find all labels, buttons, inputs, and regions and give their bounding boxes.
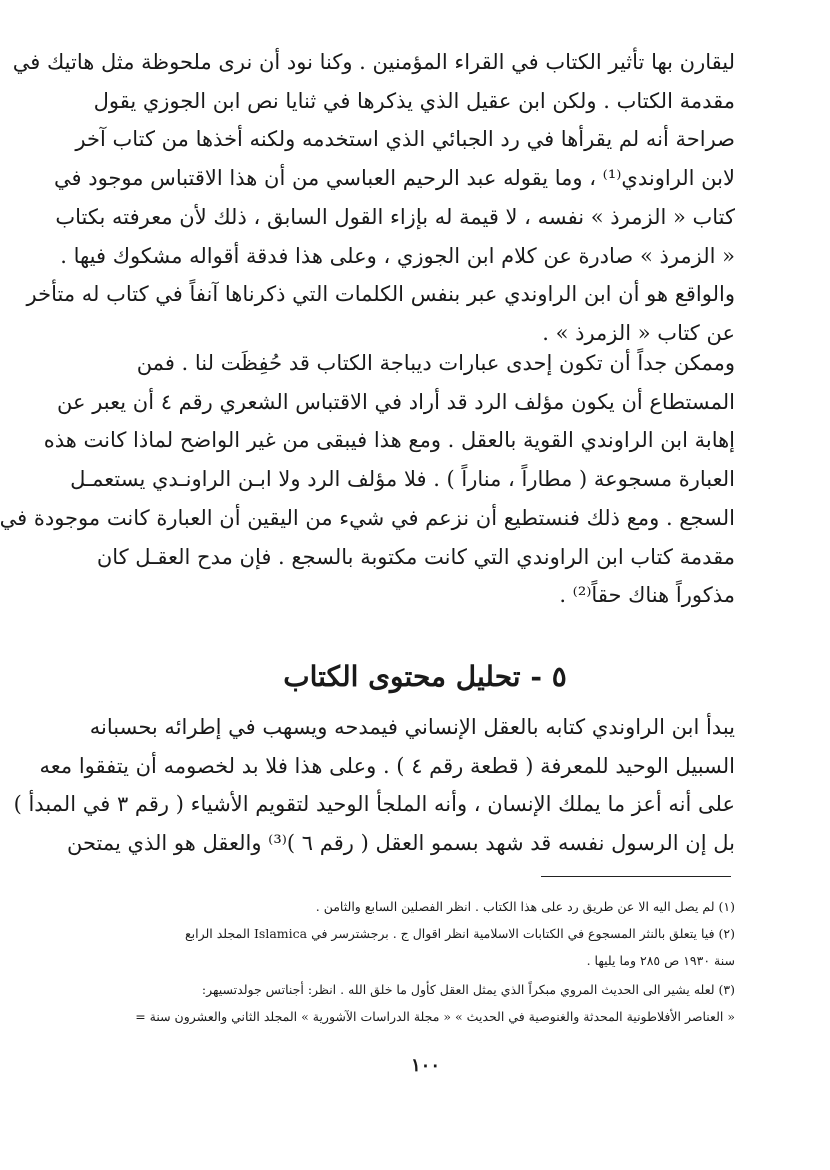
page-number: ١٠٠ bbox=[410, 1055, 440, 1076]
text-line: على أنه أعز ما يملك الإنسان ، وأنه الملجأ الوحيد لتقويم الأشياء ( رقم ٣ في المبدأ ) bbox=[13, 792, 735, 817]
footnote-1: (١) لم يصل اليه الا عن طريق رد على هذا الكتاب . انظر الفصلين السابع والثامن . bbox=[315, 899, 735, 914]
section-heading: ٥ - تحليل محتوى الكتاب bbox=[283, 660, 567, 693]
paragraph-3 bbox=[13, 708, 735, 863]
text-line: المستطاع أن يكون مؤلف الرد قد أراد في الاقتباس الشعري رقم ٤ أن يعبر عن bbox=[57, 389, 735, 414]
text-line: لابن الراوندي⁽¹⁾ ، وما يقوله عبد الرحيم العباسي من أن هذا الاقتباس موجود في bbox=[54, 166, 735, 191]
text-line: وممكن جداً أن تكون إحدى عبارات ديباجة الكتاب قد حُفِظَت لنا . فمن bbox=[136, 351, 735, 375]
paragraph-2 bbox=[0, 344, 735, 615]
footnote-divider bbox=[541, 876, 731, 877]
text-line: مقدمة الكتاب . ولكن ابن عقيل الذي يذكرها في ثنايا نص ابن الجوزي يقول bbox=[93, 88, 735, 113]
text-line: « الزمرذ » صادرة عن كلام ابن الجوزي ، وعلى هذا فدقة أقواله مشكوك فيها . bbox=[60, 243, 735, 268]
text-line: مقدمة كتاب ابن الراوندي التي كانت مكتوبة بالسجع . فإن مدح العقـل كان bbox=[96, 544, 735, 569]
text-line: صراحة أنه لم يقرأها في رد الجبائي الذي استخدمه ولكنه أخذها من كتاب آخر bbox=[75, 127, 735, 152]
footnote-2-continued: سنة ١٩٣٠ ص ٢٨٥ وما يليها . bbox=[586, 953, 735, 968]
text-line: ليقارن بها تأثير الكتاب في القراء المؤمنين . وكنا نود أن نرى ملحوظة مثل هاتيك في bbox=[12, 50, 735, 74]
paragraph-1 bbox=[12, 43, 735, 353]
text-line: العبارة مسجوعة ( مطاراً ، مناراً ) . فلا مؤلف الرد ولا ابـن الراونـدي يستعمـل bbox=[70, 467, 735, 492]
footnote-3: (٣) لعله يشير الى الحديث المروي مبكراً الذي يمثل العقل كأول ما خلق الله . انظر: أجناتس جولدتسيهر: bbox=[201, 982, 735, 997]
text-line: عن كتاب « الزمرذ » . bbox=[542, 320, 735, 345]
text-line: كتاب « الزمرذ » نفسه ، لا قيمة له بإزاء القول السابق ، ذلك لأن معرفته بكتاب bbox=[55, 204, 735, 229]
text-line: والواقع هو أن ابن الراوندي عبر بنفس الكلمات التي ذكرناها آنفاً في كتاب له متأخر bbox=[26, 282, 735, 307]
text-line: يبدأ ابن الراوندي كتابه بالعقل الإنساني فيمدحه ويسهب في إطرائه بحسبانه bbox=[89, 715, 735, 739]
text-line: إهابة ابن الراوندي القوية بالعقل . ومع هذا فيبقى من غير الواضح لماذا كانت هذه bbox=[43, 428, 735, 453]
text-line: السجع . ومع ذلك فنستطيع أن نزعم في شيء من اليقين أن العبارة كانت موجودة في bbox=[0, 505, 735, 530]
footnote-2: (٢) فيا يتعلق بالنثر المسجوع في الكتابات الاسلامية انظر اقوال ج . برجشترسر في Islamica المجلد الرابع bbox=[184, 926, 735, 941]
text-line: بل إن الرسول نفسه قد شهد بسمو العقل ( رقم ٦ )⁽³⁾ والعقل هو الذي يمتحن bbox=[66, 831, 735, 856]
footnote-3-continued: « العناصر الأفلاطونية المحدثة والغنوصية في الحديث » « مجلة الدراسات الآشورية » المجلد الثاني والعشرون سنة = bbox=[135, 1009, 735, 1024]
text-line: مذكوراً هناك حقاً⁽²⁾ . bbox=[559, 583, 735, 608]
text-line: السبيل الوحيد للمعرفة ( قطعة رقم ٤ ) . وعلى هذا فلا بد لخصومه أن يتفقوا معه bbox=[39, 753, 735, 778]
